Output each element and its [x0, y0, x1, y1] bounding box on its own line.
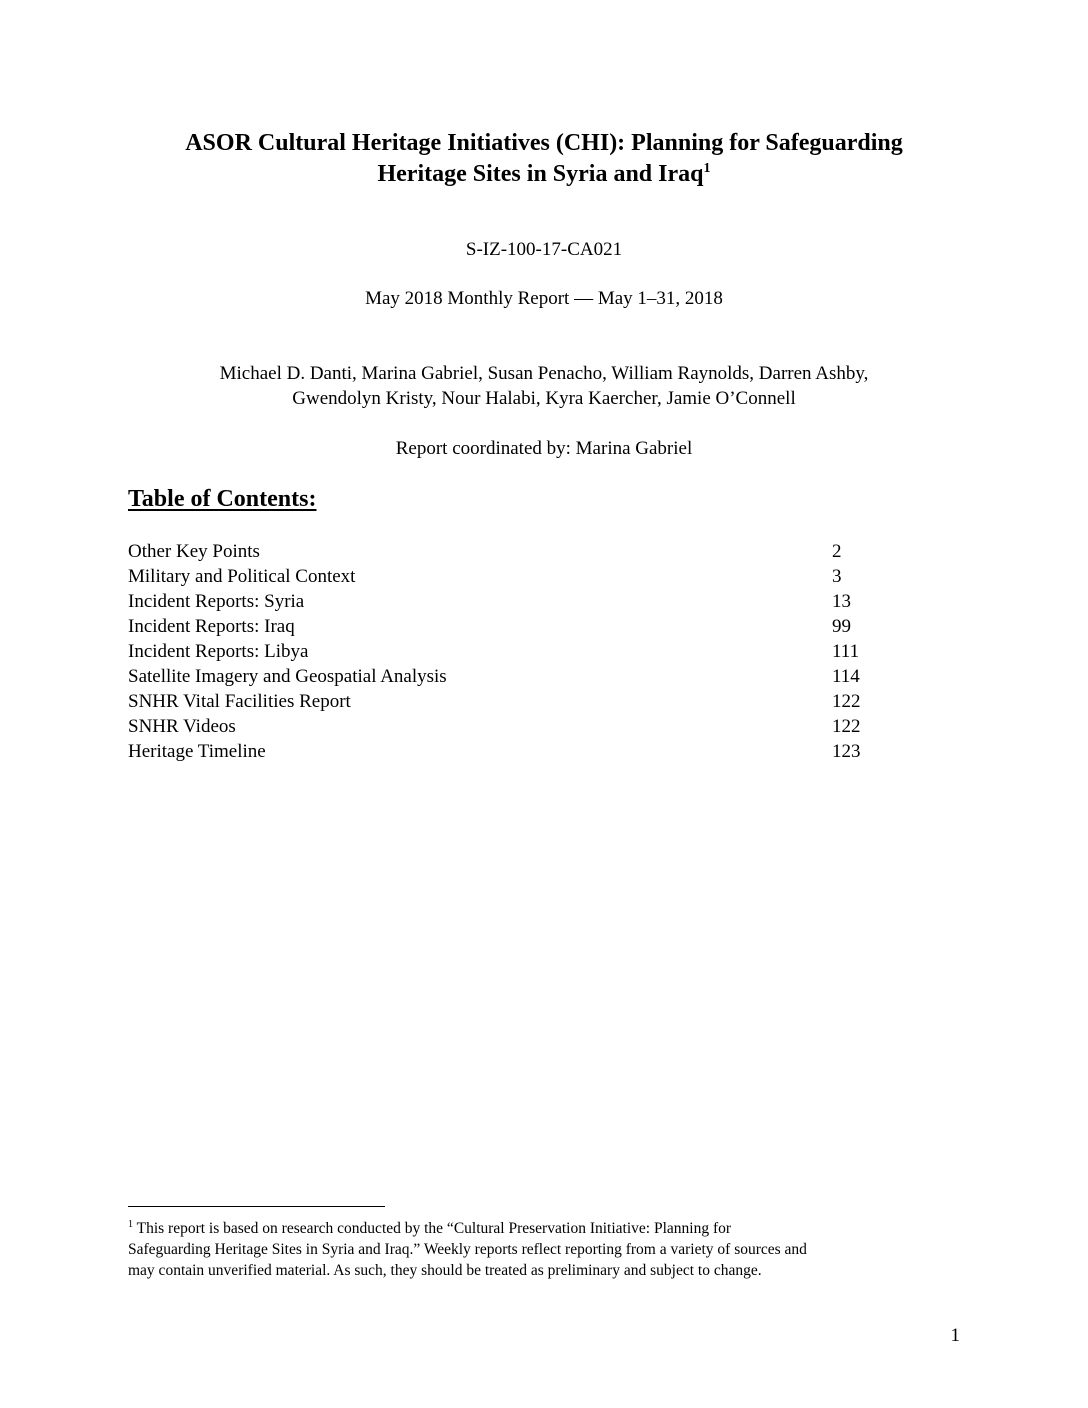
- toc-item[interactable]: [128, 739, 888, 764]
- toc-item[interactable]: [128, 614, 888, 639]
- report-coordinator: Report coordinated by: Marina Gabriel: [395, 438, 693, 459]
- toc-item[interactable]: [128, 714, 888, 739]
- authors: [100, 361, 988, 411]
- footnote-line-2: Safeguarding Heritage Sites in Syria and Iraq.” Weekly reports reflect reporting from a variety of sources and: [128, 1241, 807, 1258]
- toc-item[interactable]: [128, 689, 888, 714]
- toc-item-title: Incident Reports: Libya: [128, 641, 309, 662]
- toc-item-page: 114: [832, 666, 860, 687]
- footnote-line-1-text: This report is based on research conducted by the “Cultural Preservation Initiative: Planning for: [136, 1220, 732, 1237]
- toc-item-title: Other Key Points: [128, 541, 260, 562]
- title-footnote-marker[interactable]: 1: [703, 161, 711, 176]
- page-number: 1: [950, 1325, 960, 1346]
- toc-item[interactable]: [128, 664, 888, 689]
- toc-item-title: SNHR Vital Facilities Report: [128, 691, 351, 712]
- toc-heading: Table of Contents:: [128, 486, 317, 512]
- toc-item-page: 99: [832, 616, 851, 637]
- footnote-line-3: may contain unverified material. As such, they should be treated as preliminary and subject to change.: [128, 1262, 762, 1279]
- toc-item-title: Satellite Imagery and Geospatial Analysis: [128, 666, 447, 687]
- toc-item[interactable]: [128, 539, 888, 564]
- footnote-marker: 1: [128, 1218, 133, 1230]
- footnote: [128, 1218, 968, 1281]
- toc-item-title: Incident Reports: Iraq: [128, 616, 295, 637]
- footnote-line-1: [128, 1218, 968, 1239]
- authors-line-1: Michael D. Danti, Marina Gabriel, Susan Penacho, William Raynolds, Darren Ashby,: [219, 363, 869, 384]
- report-title-line-1: ASOR Cultural Heritage Initiatives (CHI): Planning for Safeguarding: [185, 130, 903, 156]
- toc-list: [128, 539, 888, 764]
- toc-item-page: 122: [832, 716, 861, 737]
- toc-item[interactable]: [128, 589, 888, 614]
- toc-item-title: SNHR Videos: [128, 716, 236, 737]
- report-title-line-2-text: Heritage Sites in Syria and Iraq: [377, 161, 704, 187]
- footnote-divider: [128, 1206, 385, 1207]
- toc-item-page: 123: [832, 741, 861, 762]
- toc-item[interactable]: [128, 639, 888, 664]
- toc-item[interactable]: [128, 564, 888, 589]
- authors-line-2: Gwendolyn Kristy, Nour Halabi, Kyra Kaercher, Jamie O’Connell: [292, 388, 796, 409]
- toc-item-page: 13: [832, 591, 851, 612]
- toc-item-page: 111: [832, 641, 860, 662]
- toc-item-page: 2: [832, 541, 842, 562]
- toc-item-page: 122: [832, 691, 861, 712]
- report-title: [100, 128, 988, 190]
- report-period: May 2018 Monthly Report — May 1–31, 2018: [365, 288, 723, 309]
- report-title-line-2: [100, 159, 988, 190]
- toc-item-title: Heritage Timeline: [128, 741, 266, 762]
- toc-item-title: Incident Reports: Syria: [128, 591, 305, 612]
- grant-number: S-IZ-100-17-CA021: [465, 239, 623, 260]
- toc-item-title: Military and Political Context: [128, 566, 356, 587]
- toc-item-page: 3: [832, 566, 842, 587]
